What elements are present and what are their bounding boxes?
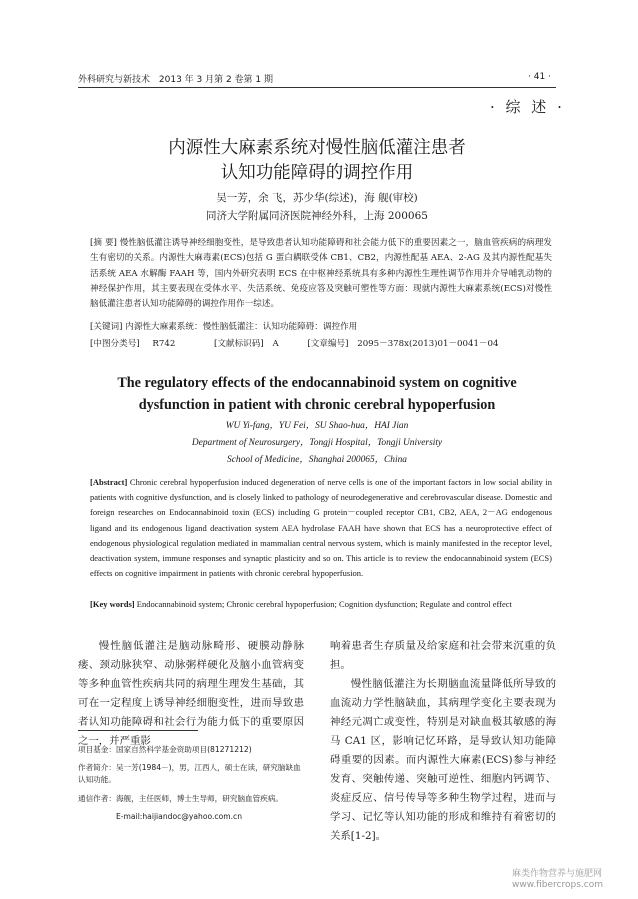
en-abstract-label: [Abstract]: [90, 477, 128, 487]
cn-affiliation: 同济大学附属同济医院神经外科，上海 200065: [206, 210, 428, 222]
en-keywords: [90, 597, 552, 612]
page-number: · 41 ·: [528, 72, 551, 82]
en-title-line2: dysfunction in patient with chronic cerebral hypoperfusion: [138, 397, 496, 413]
body-right-paragraph-2: 慢性脑低灌注为长期脑血流量降低所导致的血流动力学性脑缺血，其病理学变化主要表现为神经元凋亡或变性，特别是对缺血极其敏感的海马 CA1 区，影响记忆环路，是导致认知功能障碍重要的因素。而内源性大麻素(ECS)参与神经发育、突触传递、突触可逆性、细胞内钙调节、炎症反应、信号传导等多种生物学过程，进而与学习、记忆等认知功能的形成和维持有着密切的关系[1-2]。: [330, 678, 556, 842]
body-left-paragraph: 慢性脑低灌注是脑动脉畸形、硬膜动静脉瘘、颈动脉狭窄、动脉粥样硬化及脑小血管病变等多种血管性疾病共同的病理生理发生基础，其可在一定程度上诱导神经细胞变性，进而导致患者认知功能障碍和社会行为能力低下的重要原因之一，并严重影: [78, 640, 304, 747]
cn-keywords-label: [关键词]: [90, 322, 123, 332]
running-header: [78, 72, 273, 85]
footnote-author: 作者简介：吴一芳(1984－)，男，江西人，硕士在读，研究脑缺血认知功能。: [78, 763, 301, 784]
body-right-paragraph-1: 响着患者生存质量及给家庭和社会带来沉重的负担。: [330, 640, 556, 671]
cn-title-line2: 认知功能障碍的调控作用: [220, 163, 414, 183]
cn-abstract-text: 慢性脑低灌注诱导神经细胞变性，是导致患者认知功能障碍和社会能力低下的重要因素之一，脑血管疾病的病理发生有密切的关系。内源性大麻毒素(ECS)包括 G 蛋白耦联受体 CB1、CB2，内源性配基 AEA、2-AG 及其内源性配基失活系统 AEA 水解酶 FAAH 等，国内外研究表明 ECS 在中枢神经系统具有多种内源性生理性调节作用并介导哺乳动物的神经保护作用，其主要表现在受体水平、失活系统、免疫应答及突触可塑性等方面：现就内源性大麻素系统(ECS)对慢性脑低灌注患者认知功能障碍的调控作用作一综述。: [90, 238, 552, 310]
issue-info: 2013 年 3 月第 2 卷第 1 期: [158, 75, 273, 85]
clc-value: R742: [152, 339, 176, 349]
footnote-rule: [78, 730, 198, 731]
section-tag: · 综 述 ·: [490, 98, 565, 116]
en-keywords-text: Endocannabinoid system; Chronic cerebral hypoperfusion; Cognition dysfunction; Regulate and control effect: [136, 599, 512, 609]
en-keywords-label: [Key words]: [90, 599, 135, 609]
doc-value: A: [272, 339, 279, 349]
article-value: 2095－378x(2013)01－0041－04: [357, 339, 499, 349]
en-dept-line2: School of Medicine，Shanghai 200065，China: [227, 455, 407, 465]
footnote-email: E-mail:haijiandoc@yahoo.com.cn: [116, 812, 243, 821]
footnote-contact: 通信作者：海舰，主任医师，博士生导师，研究脑血管疾病。: [78, 794, 284, 803]
cn-classification: [90, 337, 552, 352]
watermark-line2: www.fibercrops.com: [512, 880, 603, 890]
watermark-line1: 麻类作物营养与施肥网: [512, 869, 603, 879]
en-dept-line1: Department of Neurosurgery，Tongji Hospital，Tongji University: [191, 438, 443, 448]
en-abstract-text: Chronic cerebral hypoperfusion induced degeneration of nerve cells is one of the important factors in low social ability in patients with cognitive dysfunction, and is closely linked to pathology of neurodegenerative and cerebrovascular disease. Domestic and foreign researches on Endocannabinoid toxin (ECS) including G protein－coupled receptor CB1, CB2, AEA, 2－AG endogenous ligand and its endogenous ligand deactivation system AEA hydrolase FAAH have shown that ECS has a neuroprotective effect of endogenous physiological regulation mediated in mammalian central nervous system, which is mainly manifested in the receptor level, deactivation system, immune responses and synaptic plasticity and so on. This article is to review the endocannabinoid system (ECS) effects on cognitive impairment in patients with chronic cerebral hypoperfusion.: [90, 477, 552, 579]
doc-label: [文献标识码]: [214, 339, 264, 349]
en-title-line1: The regulatory effects of the endocannabinoid system on cognitive: [117, 375, 517, 391]
footnote-fund: 项目基金：国家自然科学基金资助项目(81271212): [78, 745, 252, 754]
cn-keywords-text: 内源性大麻素系统：慢性脑低灌注：认知功能障碍：调控作用: [125, 322, 358, 332]
article-label: [文章编号]: [307, 339, 349, 349]
en-abstract: [90, 475, 552, 581]
cn-title-line1: 内源性大麻素系统对慢性脑低灌注患者: [168, 138, 466, 158]
cn-authors: 吴一芳，余 飞，苏少华(综述)，海 舰(审校): [216, 192, 418, 204]
cn-keywords: [90, 320, 552, 335]
journal-name: 外科研究与新技术: [78, 75, 151, 85]
clc-label: [中图分类号]: [90, 339, 140, 349]
header-rule: [78, 87, 556, 88]
body-right-column: [330, 637, 556, 846]
cn-abstract: [90, 236, 552, 312]
watermark: [512, 869, 603, 891]
en-authors: WU Yi-fang，YU Fei，SU Shao-hua，HAI Jian: [225, 421, 409, 431]
body-left-column: [78, 637, 304, 751]
cn-abstract-label: [摘 要]: [90, 238, 117, 248]
